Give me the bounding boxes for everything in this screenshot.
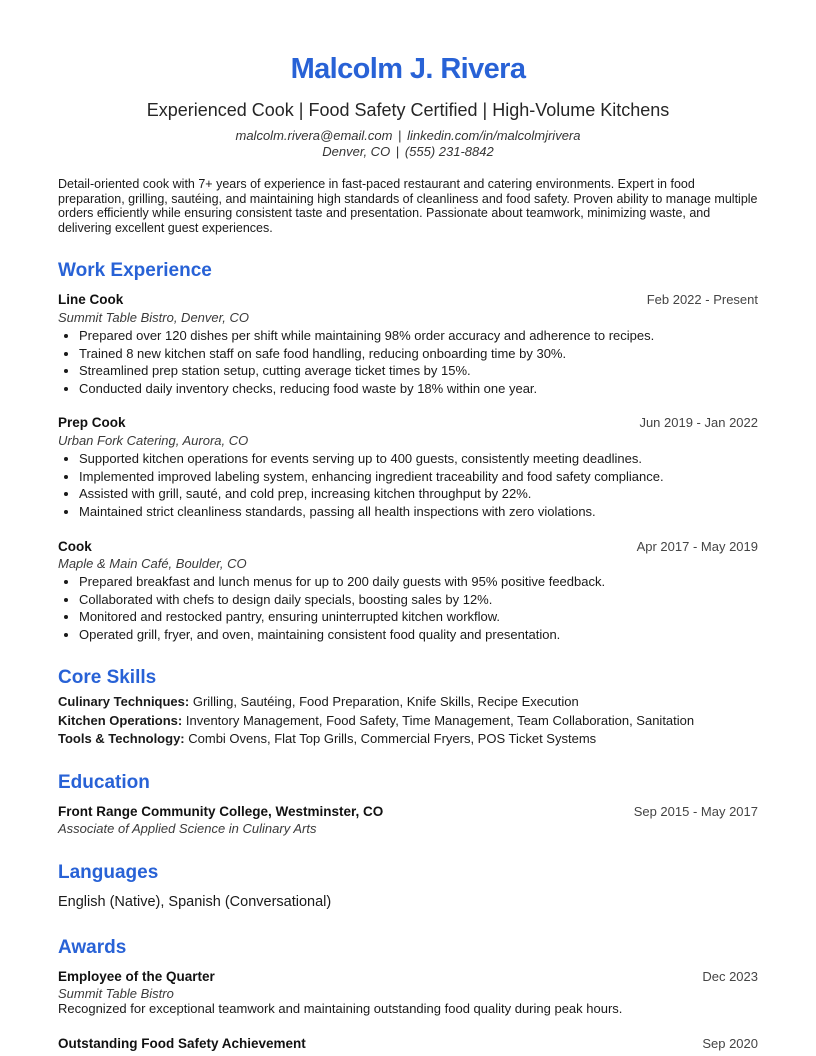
- job-header: [58, 538, 758, 556]
- bullet-item: • Monitored and restocked pantry, ensuring uninterrupted kitchen workflow.: [79, 608, 779, 626]
- degree: Associate of Applied Science in Culinary Arts: [58, 821, 317, 836]
- skill-value: Grilling, Sautéing, Food Preparation, Knife Skills, Recipe Execution: [192, 694, 579, 709]
- bullet-item: • Assisted with grill, sauté, and cold prep, increasing kitchen throughput by 22%.: [79, 485, 779, 503]
- contact-separator: |: [398, 128, 402, 143]
- award-date: Sep 2020: [702, 1036, 758, 1051]
- skill-value: Inventory Management, Food Safety, Time Management, Team Collaboration, Sanitation: [185, 713, 695, 728]
- bullet-item: • Maintained strict cleanliness standards, passing all health inspections with zero violations.: [79, 503, 779, 521]
- education-header: [58, 803, 758, 821]
- award-header: [58, 1035, 758, 1053]
- job-header: [58, 291, 758, 309]
- job-bullets: [58, 450, 779, 520]
- skill-label: Tools & Technology:: [58, 731, 185, 746]
- email-link[interactable]: malcolm.rivera@email.com: [235, 128, 393, 143]
- section-heading-awards: Awards: [58, 937, 127, 958]
- skill-value: Combi Ovens, Flat Top Grills, Commercial Fryers, POS Ticket Systems: [188, 731, 597, 746]
- bullet-item: • Implemented improved labeling system, enhancing ingredient traceability and food safety compliance.: [79, 468, 779, 486]
- job-bullets: [58, 573, 779, 643]
- candidate-name: Malcolm J. Rivera: [290, 53, 526, 85]
- bullet-item: • Trained 8 new kitchen staff on safe food handling, reducing onboarding time by 30%.: [79, 345, 779, 363]
- school-name: Front Range Community College, Westminster, CO: [58, 804, 384, 819]
- award-description: Recognized for exceptional teamwork and maintaining outstanding food quality during peak hours.: [58, 1001, 623, 1016]
- section-heading-core-skills: Core Skills: [58, 667, 157, 688]
- contact-line-2: [0, 144, 816, 160]
- skill-line: [58, 693, 758, 711]
- bullet-item: • Prepared breakfast and lunch menus for up to 200 daily guests with 95% positive feedback.: [79, 573, 779, 591]
- job-header: [58, 414, 758, 432]
- award-organization: Summit Table Bistro: [58, 986, 174, 1001]
- job-title: Cook: [58, 539, 92, 554]
- job-employer: Urban Fork Catering, Aurora, CO: [58, 433, 249, 448]
- skill-line: [58, 712, 758, 730]
- skill-label: Culinary Techniques:: [58, 694, 190, 709]
- section-heading-work-experience: Work Experience: [58, 260, 212, 281]
- phone: (555) 231-8842: [404, 144, 494, 159]
- bullet-item: • Streamlined prep station setup, cutting average ticket times by 15%.: [79, 362, 779, 380]
- languages-list: English (Native), Spanish (Conversational): [58, 894, 332, 910]
- contact-line-1: [0, 128, 816, 144]
- job-dates: Feb 2022 - Present: [646, 292, 758, 307]
- bullet-item: • Conducted daily inventory checks, reducing food waste by 18% within one year.: [79, 380, 779, 398]
- job-dates: Apr 2017 - May 2019: [636, 539, 758, 554]
- bullet-item: • Prepared over 120 dishes per shift while maintaining 98% order accuracy and adherence to recipes.: [79, 327, 779, 345]
- section-heading-languages: Languages: [58, 862, 159, 883]
- section-heading-education: Education: [58, 772, 150, 793]
- job-employer: Summit Table Bistro, Denver, CO: [58, 310, 249, 325]
- education-dates: Sep 2015 - May 2017: [633, 804, 758, 819]
- bullet-item: • Collaborated with chefs to design daily specials, boosting sales by 12%.: [79, 591, 779, 609]
- award-date: Dec 2023: [702, 969, 758, 984]
- bullet-item: • Supported kitchen operations for events serving up to 400 guests, consistently meeting deadlines.: [79, 450, 779, 468]
- contact-separator: |: [395, 144, 400, 159]
- headline: Experienced Cook | Food Safety Certified | High-Volume Kitchens: [146, 100, 670, 120]
- award-title: Employee of the Quarter: [58, 969, 215, 984]
- award-title: Outstanding Food Safety Achievement: [58, 1036, 306, 1051]
- job-title: Prep Cook: [58, 415, 126, 430]
- job-bullets: [58, 327, 779, 397]
- award-header: [58, 968, 758, 986]
- location: Denver, CO: [322, 144, 391, 159]
- skill-label: Kitchen Operations:: [58, 713, 183, 728]
- professional-summary: Detail-oriented cook with 7+ years of experience in fast-paced restaurant and catering environments. Expert in food preparation, grilling, sautéing, and maintaining high standards of cleanliness and food safety. Proven ability to manage multiple orders efficiently while ensuring consistent taste and presentation. Passionate about teamwork, minimizing waste, and delivering excellent guest experiences.: [58, 177, 758, 235]
- job-dates: Jun 2019 - Jan 2022: [639, 415, 758, 430]
- job-employer: Maple & Main Café, Boulder, CO: [58, 556, 247, 571]
- job-title: Line Cook: [58, 292, 124, 307]
- skill-line: [58, 730, 758, 748]
- bullet-item: • Operated grill, fryer, and oven, maintaining consistent food quality and presentation.: [79, 626, 779, 644]
- linkedin-link[interactable]: linkedin.com/in/malcolmjrivera: [407, 128, 581, 143]
